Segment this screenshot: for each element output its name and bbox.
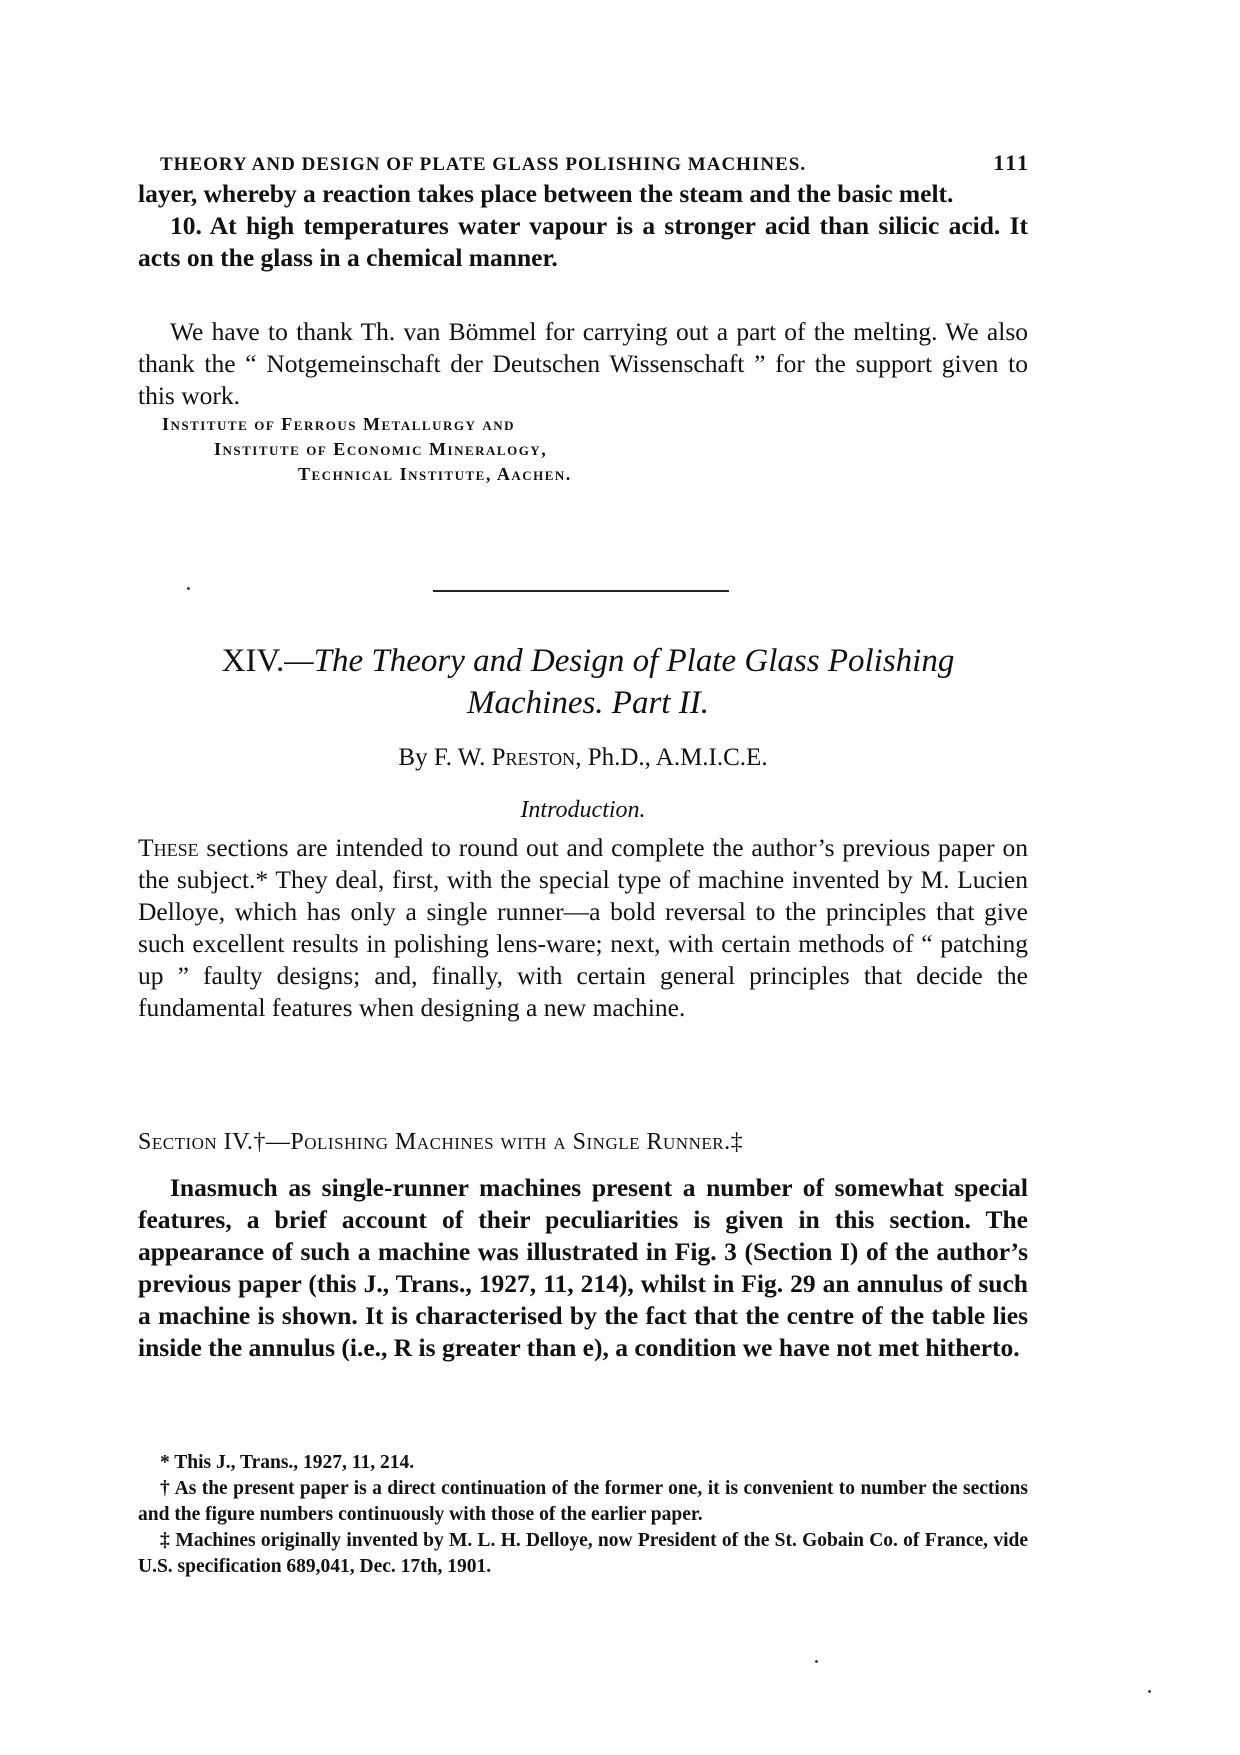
introduction-paragraph — [138, 832, 1028, 1024]
intro-lead-word: These — [138, 833, 199, 862]
scan-speck — [187, 587, 190, 590]
footnote-1: * This J., Trans., 1927, 11, 214. — [160, 1452, 415, 1473]
footnote-2: † As the present paper is a direct continuation of the former one, it is convenient to number the sections and the figure numbers continuously with those of the earlier paper. — [138, 1478, 1028, 1525]
intro-text: sections are intended to round out and complete the author’s previous paper on the subject.* They deal, first, with the special type of machine invented by M. Lucien Delloye, which has only a single runner—a bold reversal to the principles that give such excellent results in polishing lens-ware; next, with certain methods of “ patching up ” faulty designs; and, finally, with certain general principles that decide the fundamental features when designing a new machine. — [138, 833, 1028, 1022]
affiliation-block — [138, 412, 1028, 487]
section-iv-heading — [138, 1129, 1028, 1156]
section-iv-body — [138, 1172, 1028, 1364]
affiliation-line-1: Institute of Ferrous Metallurgy and — [162, 414, 516, 434]
article-number: XIV. — [221, 643, 285, 679]
acknowledgement-block — [138, 316, 1028, 412]
section-divider — [433, 590, 729, 592]
author-name: Preston — [491, 744, 576, 771]
introduction-block — [138, 832, 1028, 1024]
section-heading — [138, 1129, 1028, 1156]
top-text-block — [138, 178, 1028, 274]
affiliation-line-3: Technical Institute, Aachen. — [298, 464, 572, 484]
article-title — [138, 640, 1038, 724]
footnote-3: ‡ Machines originally invented by M. L. H. Delloye, now President of the St. Gobain Co. of France, vide U.S. specification 689,041, Dec. 17th, 1901. — [138, 1530, 1028, 1577]
section-title: Polishing Machines with a Single Runner.‡ — [290, 1129, 744, 1155]
section-body-paragraph: Inasmuch as single-runner machines present a number of somewhat special features, a brief account of their peculiarities is given in this section. The appearance of such a machine was illustrated in Fig. 3 (Section I) of the author’s previous paper (this J., Trans., 1927, 11, 214), whilst in Fig. 29 an annulus of such a machine is shown. It is characterised by the fact that the centre of the table lies inside the annulus (i.e., R is greater than e), a condition we have not met hitherto. — [138, 1173, 1028, 1362]
acknowledgement-paragraph: We have to thank Th. van Bömmel for carrying out a part of the melting. We also thank the “ Notgemeinschaft der Deutschen Wissenschaft ” for the support given to this work. — [138, 317, 1028, 410]
title-line-1: —The Theory and Design of Plate Glass Polishing — [284, 643, 955, 679]
scan-speck — [1148, 1690, 1151, 1693]
running-head-title: THEORY AND DESIGN OF PLATE GLASS POLISHING MACHINES. — [160, 154, 807, 175]
scan-speck — [815, 1660, 818, 1663]
page-number: 111 — [993, 150, 1030, 175]
affiliation-line-2: Institute of Economic Mineralogy, — [214, 439, 548, 459]
author-credentials: , Ph.D., A.M.I.C.E. — [575, 744, 768, 771]
section-label: Section — [138, 1129, 218, 1155]
byline-prefix: By F. W. — [398, 744, 492, 771]
byline — [138, 744, 1028, 772]
footnotes — [138, 1450, 1028, 1580]
running-head — [160, 150, 1030, 176]
section-numeral: IV.†— — [217, 1129, 291, 1155]
point-10-paragraph: 10. At high temperatures water vapour is a stronger acid than silicic acid. It acts on the glass in a chemical manner. — [138, 211, 1028, 272]
introduction-heading: Introduction. — [520, 797, 646, 823]
continued-paragraph: layer, whereby a reaction takes place between the steam and the basic melt. — [138, 179, 954, 208]
title-line-2: Machines. Part II. — [467, 685, 709, 721]
